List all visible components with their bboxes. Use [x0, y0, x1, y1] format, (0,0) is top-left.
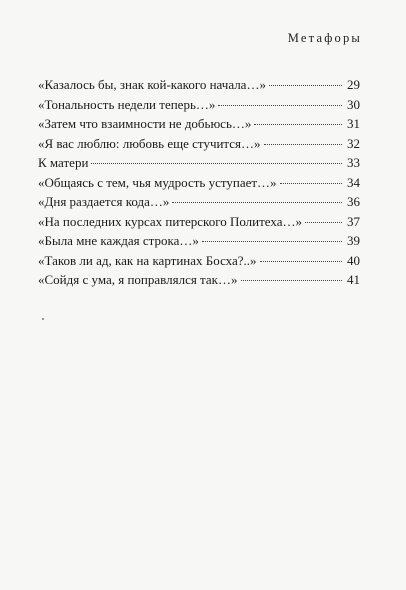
dot-leader — [91, 163, 342, 164]
dot-leader — [172, 202, 342, 203]
toc-entry — [38, 114, 360, 134]
toc-entry-title: «Общаясь с тем, чья мудрость уступает…» — [38, 174, 277, 190]
toc-entry — [38, 153, 360, 173]
toc-entry-page: 32 — [347, 135, 360, 151]
toc-entry-page: 41 — [347, 272, 360, 287]
dot-leader — [305, 222, 342, 223]
toc-entry-title: «Затем что взаимности не добьюсь…» — [38, 116, 252, 131]
toc-entry-title: «Я вас люблю: любовь еще стучится…» — [38, 135, 261, 151]
toc-entry — [38, 192, 360, 212]
toc-entry — [38, 270, 360, 290]
toc-entry-page: 31 — [347, 116, 360, 131]
dot-leader — [202, 241, 342, 242]
table-of-contents — [38, 75, 360, 290]
toc-entry-title: «Тональность недели теперь…» — [38, 96, 216, 112]
toc-entry-title: К матери — [38, 155, 89, 170]
dot-leader — [241, 280, 343, 281]
toc-entry-title: «Таков ли ад, как на картинах Босха?..» — [38, 252, 257, 268]
toc-entry-page: 33 — [347, 155, 360, 170]
toc-entry-page: 39 — [347, 233, 360, 248]
toc-entry — [38, 231, 360, 251]
toc-entry-title: «Сойдя с ума, я поправлялся так…» — [38, 272, 238, 287]
dot-leader — [260, 261, 342, 262]
dot-leader — [254, 124, 342, 125]
toc-entry-title: «Была мне каждая строка…» — [38, 233, 199, 248]
toc-entry-page: 30 — [347, 96, 360, 112]
toc-entry — [38, 134, 360, 154]
dot-leader — [218, 105, 342, 106]
toc-entry-page: 36 — [347, 194, 360, 209]
toc-entry — [38, 173, 360, 193]
toc-entry-page: 34 — [347, 174, 360, 190]
toc-entry — [38, 95, 360, 115]
toc-entry — [38, 251, 360, 271]
toc-entry-page: 29 — [347, 77, 360, 92]
toc-entry-title: «Казалось бы, знак кой-какого начала…» — [38, 77, 266, 92]
toc-entry-page: 37 — [347, 213, 360, 229]
toc-entry-page: 40 — [347, 252, 360, 268]
toc-entry — [38, 75, 360, 95]
running-title: Метафоры — [287, 31, 362, 45]
toc-entry — [38, 212, 360, 232]
paper-speck — [42, 318, 44, 320]
dot-leader — [280, 183, 342, 184]
toc-entry-title: «Дня раздается кода…» — [38, 194, 170, 209]
dot-leader — [269, 85, 342, 86]
dot-leader — [264, 144, 342, 145]
toc-entry-title: «На последних курсах питерского Политеха…» — [38, 213, 302, 229]
